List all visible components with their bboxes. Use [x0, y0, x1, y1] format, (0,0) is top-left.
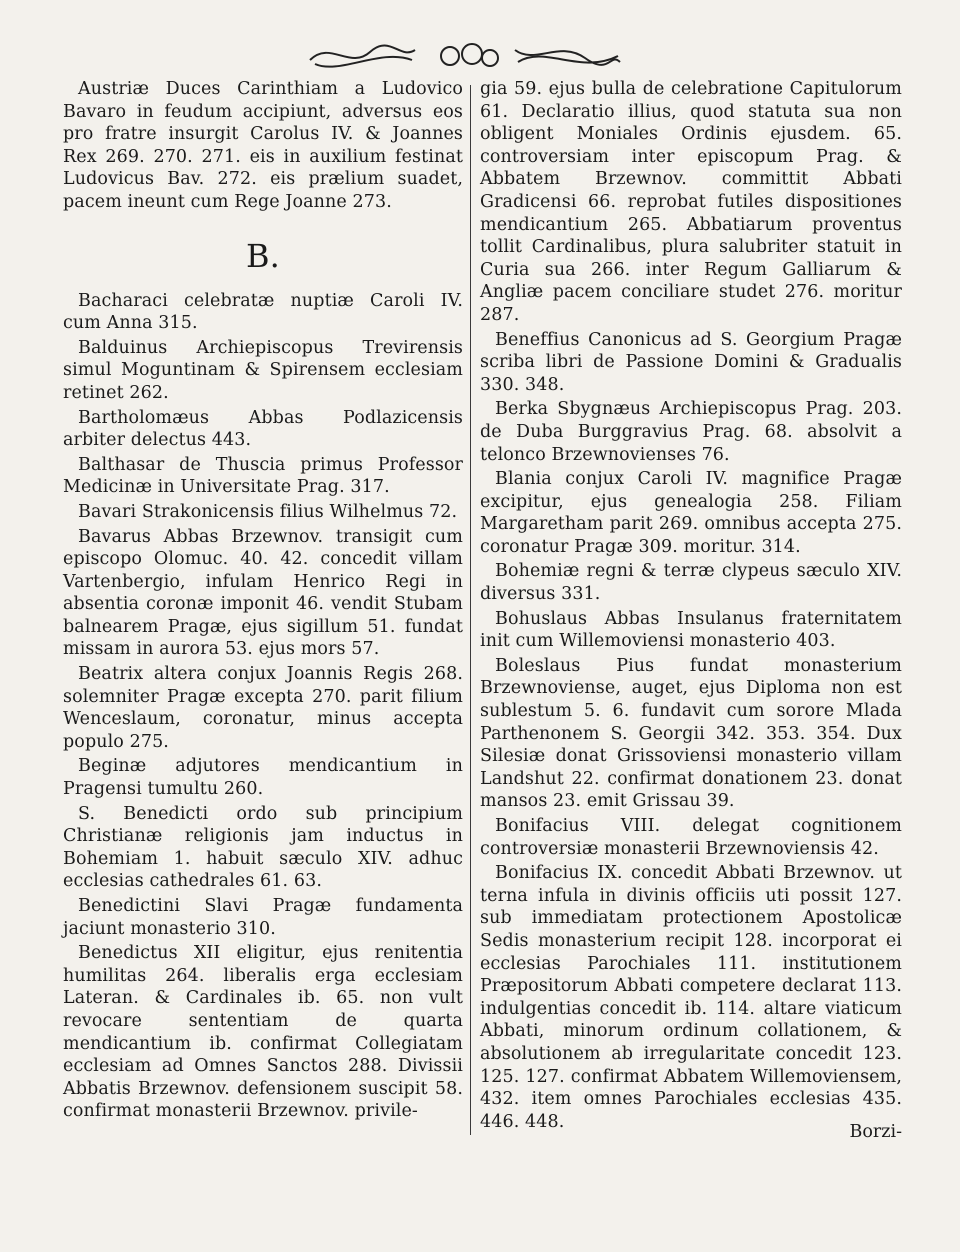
section-letter-b: B.: [246, 236, 280, 275]
index-entry: Austriæ Duces Carinthiam a Ludovico Bavaro in feudum accipiunt, adversus eos pro fratre insurgit Carolus IV. & Joannes Rex 269. 270. 271. eis in auxilium festinat Ludovicus Bav. 272. eis prælium suadet, pacem ineunt cum Rege Joanne 273.: [63, 79, 463, 212]
index-entry: Bonifacius VIII. delegat cognitionem controversiæ monasterii Brzewnoviensis 42.: [480, 816, 902, 859]
index-entry: Beatrix altera conjux Joannis Regis 268. solemniter Pragæ excepta 270. parit filium Wenceslaum, coronatur, minus accepta populo 275.: [63, 664, 463, 752]
header-ornament-icon: [300, 30, 630, 80]
index-entry: Boleslaus Pius fundat monasterium Brzewnoviense, auget, ejus Diploma non est sublestum 5. 6. fundavit cum sorore Mlada Parthenonem S. Georgii 342. 353. 354. Dux Silesiæ donat Grissoviensi monasterio villam Landshut 22. confirmat donationem 23. donat mansos 23. emit Grissau 39.: [480, 655, 902, 812]
index-entry: S. Benedicti ordo sub principium Christianæ religionis jam inductus in Bohemiam 1. habuit sæculo XIV. adhuc ecclesias cathedrales 61. 63.: [63, 803, 463, 892]
index-entry: Berka Sbygnæus Archiepiscopus Prag. 203. de Duba Burggravius Prag. 68. absolvit a telonco Brzewnovienses 76.: [480, 399, 902, 465]
index-entry: Beginæ adjutores mendicantium in Pragensi tumultu 260.: [63, 756, 463, 800]
index-entry: Bohuslaus Abbas Insulanus fraternitatem init cum Willemoviensi monasterio 403.: [480, 608, 902, 652]
index-entry: gia 59. ejus bulla de celebratione Capitulorum 61. Declaratio illius, quod statuta sua non obligent Moniales Ordinis ejusdem. 65. controversiam inter episcopum Prag. & Abbatem Brzewnov. committit Abbati Gradicensi 66. reprobat futiles dispositiones mendicantium 265. Abbatiarum proventus tollit Cardinalibus, plura salubriter statuit in Curia sua 266. inter Regum Galliarum & Angliæ pacem conciliare studet 276. moritur 287.: [480, 79, 902, 325]
index-entry: Bonifacius IX. concedit Abbati Brzewnov. ut terna infula in divinis officiis uti possit 127. sub immediatam protectionem Apostolicæ Sedis monasterium recipit 128. incorporat ei ecclesias Parochiales 111. institutionem Præpositorum Abbati competere declarat 113. indulgentias concedit ib. 114. altare viaticum Abbati, minorum ordinum collationem, & absolutionem ab irregularitate concedit 123. 125. 127. confirmat Abbatem Willemoviensem, 432. item omnes Parochiales ecclesias 435. 446. 448.: [480, 863, 902, 1132]
index-entry: Balduinus Archiepiscopus Trevirensis simul Moguntinam & Spirensem ecclesiam retinet 262.: [63, 337, 463, 403]
catchword: Borzi-: [849, 1122, 902, 1142]
right-column: [480, 78, 902, 1135]
column-divider: [470, 85, 471, 1135]
index-entry: Balthasar de Thuscia primus Professor Medicinæ in Universitate Prag. 317.: [63, 454, 463, 498]
index-entry: Blania conjux Caroli IV. magnifice Pragæ excipitur, ejus genealogia 258. Filiam Margaretham parit 269. omnibus accepta 275. coronatur Pragæ 309. moritur. 314.: [480, 469, 902, 557]
index-entry: Bartholomæus Abbas Podlazicensis arbiter delectus 443.: [63, 407, 463, 451]
index-entry: Bavarus Abbas Brzewnov. transigit cum episcopo Olomuc. 40. 42. concedit villam Vartenbergio, infulam Henrico Regi in absentia coronæ imponit 46. vendit Stubam balnearem Pragæ, ejus sigillum 51. fundat missam in aurora 53. ejus mors 57.: [63, 526, 463, 660]
index-entry: Beneffius Canonicus ad S. Georgium Pragæ scriba libri de Passione Domini & Gradualis 330. 348.: [480, 329, 902, 395]
index-entry: Bacharaci celebratæ nuptiæ Caroli IV. cum Anna 315.: [63, 290, 463, 334]
index-entry: Benedictini Slavi Pragæ fundamenta jaciunt monasterio 310.: [63, 896, 463, 939]
index-entry: Bohemiæ regni & terræ clypeus sæculo XIV. diversus 331.: [480, 561, 902, 605]
index-entry: Benedictus XII eligitur, ejus renitentia humilitas 264. liberalis erga ecclesiam Lateran. & Cardinales ib. 65. non vult revocare sententiam de quarta mendicantium ib. confirmat Collegiatam ecclesiam ad Omnes Sanctos 288. Divissii Abbatis Brzewnov. defensionem suscipit 58. confirmat monasterii Brzewnov. privile-: [63, 943, 463, 1122]
index-entry: Bavari Strakonicensis filius Wilhelmus 72.: [78, 501, 458, 522]
left-column: [63, 78, 463, 1125]
